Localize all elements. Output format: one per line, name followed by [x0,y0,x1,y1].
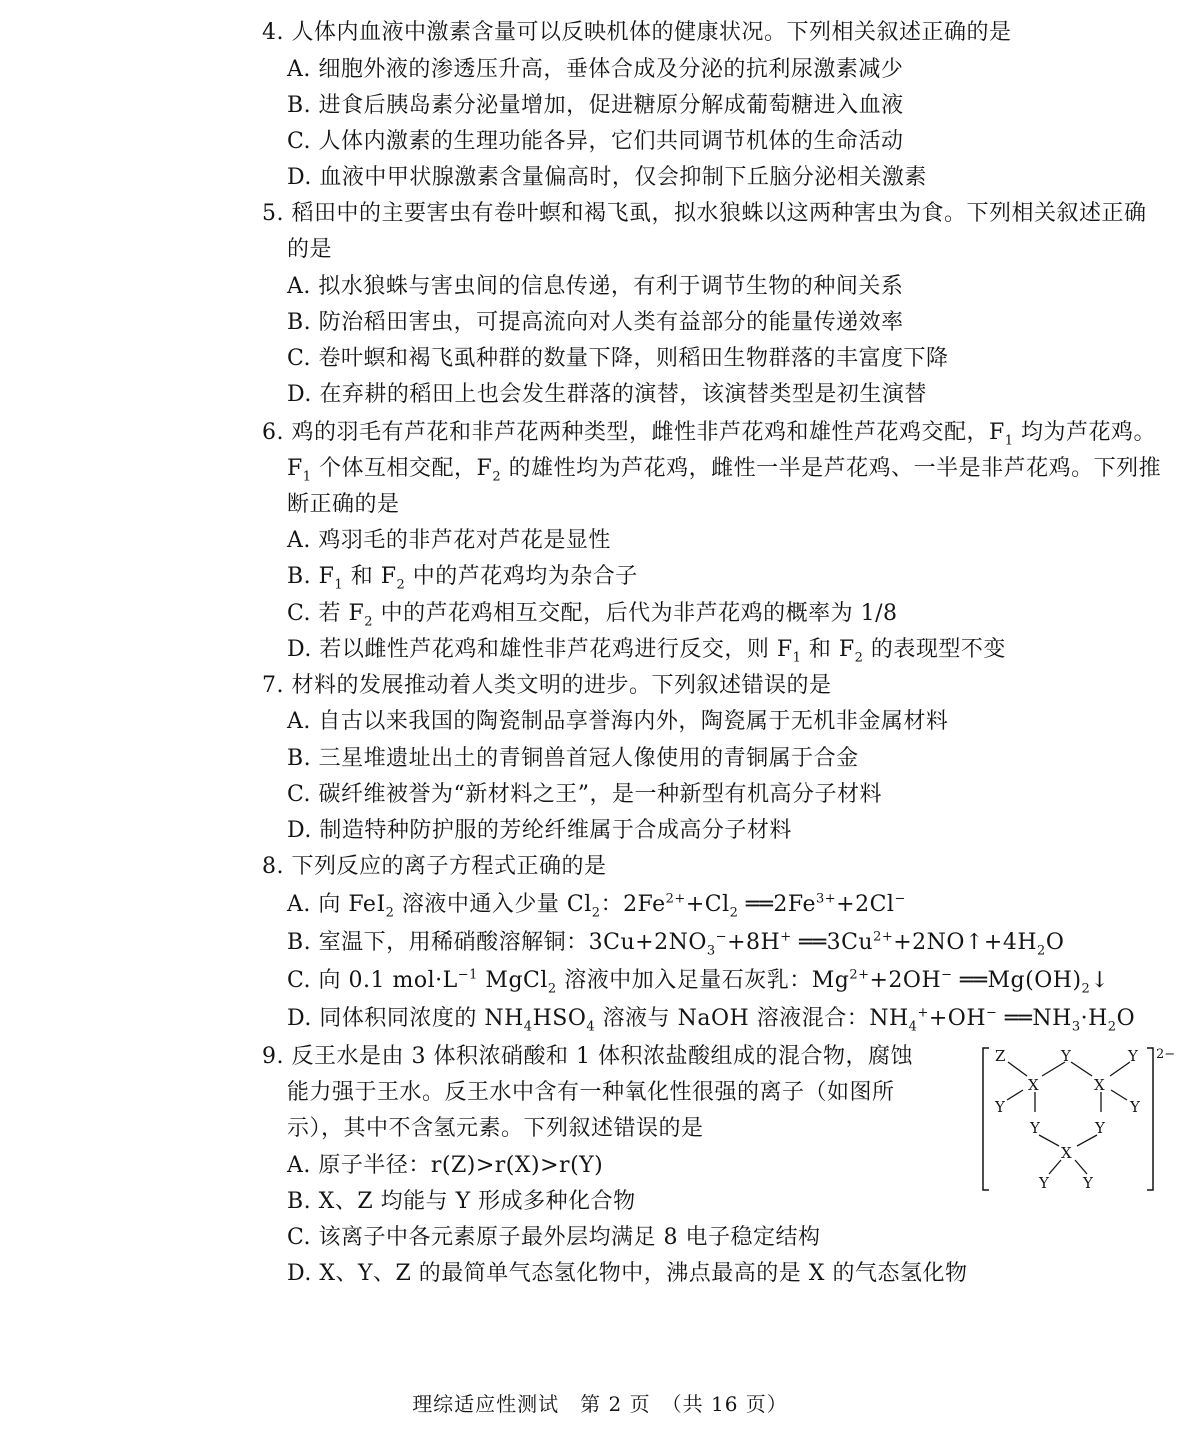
q4-option-b: B. 进食后胰岛素分泌量增加，促进糖原分解成葡萄糖进入血液 [287,93,904,118]
atom-x-bottom: X [1061,1144,1072,1162]
q8-option-b: B. 室温下，用稀硝酸溶解铜：$3Cu+2NO_3^-+8H^+$ $══3Cu^{2+}+2NO↑+4H_2O$ [287,929,1065,959]
q6-stem-line2: $F_1$ 个体互相交配，$F_2$ 的雄性均为芦花鸡，雌性一半是芦花鸡、一半是非芦花鸡。下列推 [287,456,1162,485]
q9-option-c: C. 该离子中各元素原子最外层均满足 8 电子稳定结构 [287,1225,821,1250]
q9-stem-line1: 9. 反王水是由 3 体积浓硝酸和 1 体积浓盐酸组成的混合物，腐蚀 [262,1044,913,1069]
atom-x-left: X [1028,1076,1039,1094]
q4-option-c: C. 人体内激素的生理功能各异，它们共同调节机体的生命活动 [287,129,904,154]
q4-option-d: D. 血液中甲状腺激素含量偏高时，仅会抑制下丘脑分泌相关激素 [287,165,927,190]
atom-y-right: Y [1130,1098,1140,1116]
q5-option-a: A. 拟水狼蛛与害虫间的信息传递，有利于调节生物的种间关系 [287,274,904,299]
q5-option-c: C. 卷叶螟和褐飞虱种群的数量下降，则稻田生物群落的丰富度下降 [287,346,949,371]
atom-y-bottom-left: Y [1039,1174,1049,1192]
q8-stem: 8. 下列反应的离子方程式正确的是 [262,854,607,879]
atom-y-bottom-right: Y [1083,1174,1093,1192]
q8-option-c: C. 向 0.1 $mol\cdot L^{-1}$ MgCl$_2$ 溶液中加入足量石灰乳：$Mg^{2+}+2OH^-$ $══Mg(OH)_2↓$ [287,967,1110,997]
q5-option-d: D. 在弃耕的稻田上也会发生群落的演替，该演替类型是初生演替 [287,382,927,407]
q6-option-b: B. $F_1$ 和 $F_2$ 中的芦花鸡均为杂合子 [287,564,638,593]
atom-y-lower-left: Y [1030,1119,1040,1137]
q4-option-a: A. 细胞外液的渗透压升高，垂体合成及分泌的抗利尿激素减少 [287,57,904,82]
q9-stem-line2: 能力强于王水。反王水中含有一种氧化性很强的离子（如图所 [287,1080,895,1105]
q6-option-a: A. 鸡羽毛的非芦花对芦花是显性 [287,528,611,553]
q6-option-d: D. 若以雌性芦花鸡和雄性非芦花鸡进行反交，则 $F_1$ 和 $F_2$ 的表现型不变 [287,637,1006,666]
q5-stem-line2: 的是 [287,237,333,262]
q7-stem: 7. 材料的发展推动着人类文明的进步。下列叙述错误的是 [262,673,832,698]
ion-charge: 2− [1156,1047,1175,1062]
q6-option-c: C. 若 $F_2$ 中的芦花鸡相互交配，后代为非芦花鸡的概率为 1/8 [287,601,898,630]
q9-stem-line3: 示），其中不含氢元素。下列叙述错误的是 [287,1116,704,1141]
q8-option-a: A. 向 FeI$_2$ 溶液中通入少量 $Cl_2$：$2Fe^{2+}+Cl_2$ $══2Fe^{3+}+2Cl^-$ [287,891,906,921]
q5-stem-line1: 5. 稻田中的主要害虫有卷叶螟和褐飞虱，拟水狼蛛以这两种害虫为食。下列相关叙述正确 [262,201,1147,226]
atom-y-left: Y [995,1098,1005,1116]
q7-option-d: D. 制造特种防护服的芳纶纤维属于合成高分子材料 [287,818,792,843]
q9-option-b: B. X、Z 均能与 Y 形成多种化合物 [287,1189,636,1214]
q7-option-a: A. 自古以来我国的陶瓷制品享誉海内外，陶瓷属于无机非金属材料 [287,709,949,734]
q5-option-b: B. 防治稻田害虫，可提高流向对人类有益部分的能量传递效率 [287,310,904,335]
atom-y-top-right: Y [1128,1047,1138,1065]
atom-x-right: X [1094,1076,1105,1094]
ion-structure-figure [975,1040,1175,1200]
atom-y-top-left: Y [1061,1047,1071,1065]
q7-option-b: B. 三星堆遗址出土的青铜兽首冠人像使用的青铜属于合金 [287,746,859,771]
atom-z: Z [995,1047,1006,1065]
right-bracket [1147,1048,1153,1190]
q6-stem-line3: 断正确的是 [287,492,400,517]
atom-y-lower-right: Y [1095,1119,1105,1137]
q6-stem-line1: 6. 鸡的羽毛有芦花和非芦花两种类型，雌性非芦花鸡和雄性芦花鸡交配，$F_1$ 均为芦花鸡。 [262,420,1157,449]
q4-stem: 4. 人体内血液中激素含量可以反映机体的健康状况。下列相关叙述正确的是 [262,20,1012,45]
q9-option-d: D. X、Y、Z 的最简单气态氢化物中，沸点最高的是 X 的气态氢化物 [287,1261,968,1286]
q7-option-c: C. 碳纤维被誉为“新材料之王”，是一种新型有机高分子材料 [287,782,883,807]
page-footer: 理综适应性测试 第 2 页 （共 16 页） [412,1392,788,1416]
left-bracket [983,1048,989,1190]
q8-option-d: D. 同体积同浓度的 $NH_4HSO_4$ 溶液与 NaOH 溶液混合：$NH_4^++OH^-$ $══NH_3\cdot H_2O$ [287,1005,1136,1035]
q9-option-a: A. 原子半径：r(Z)>r(X)>r(Y) [287,1153,604,1178]
